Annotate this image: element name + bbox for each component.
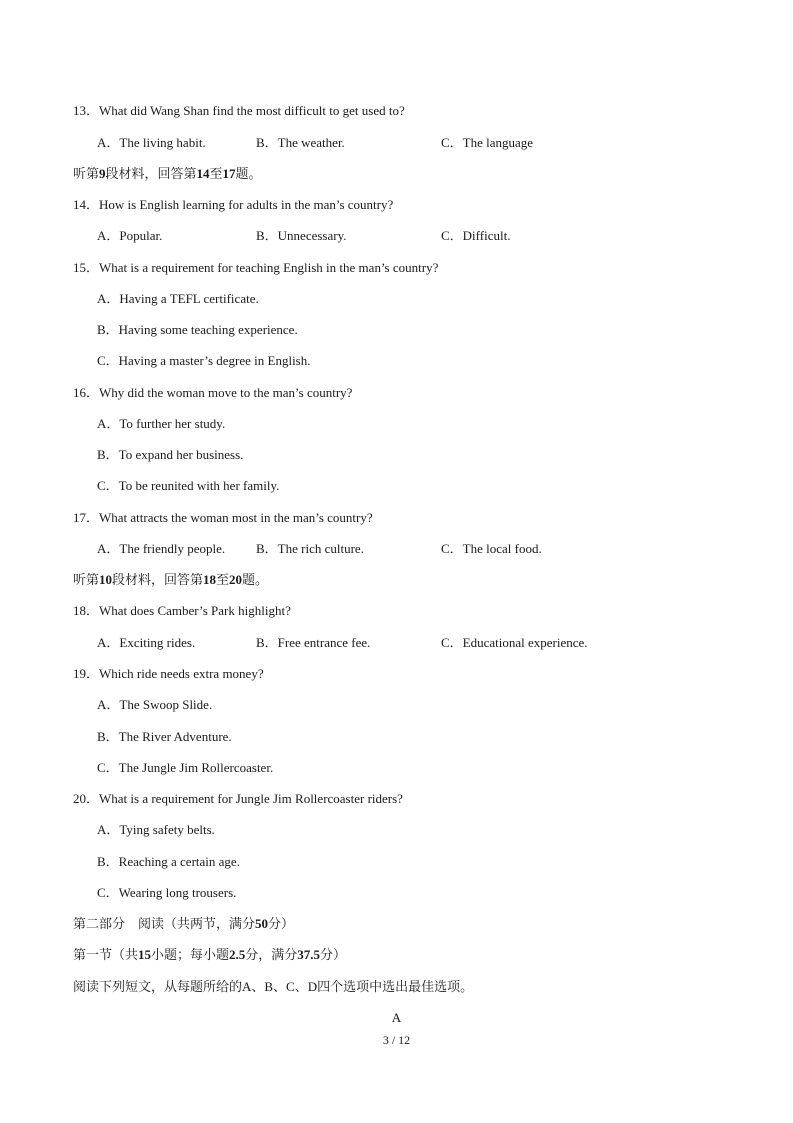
q15-option-b: B．Having some teaching experience. xyxy=(97,322,298,337)
question-13: 13．What did Wang Shan find the most difficult to get used to? xyxy=(73,103,405,118)
q18-option-b: B．Free entrance fee. xyxy=(256,635,371,650)
q13-option-b: B．The weather. xyxy=(256,135,345,150)
section-heading-material-9: 听第9段材料，回答第14至17题。 xyxy=(73,166,262,181)
question-19: 19．Which ride needs extra money? xyxy=(73,666,264,681)
question-17: 17．What attracts the woman most in the man’s country? xyxy=(73,510,373,525)
q16-option-c: C．To be reunited with her family. xyxy=(97,478,280,493)
q20-option-a: A．Tying safety belts. xyxy=(97,822,215,837)
q17-option-c: C．The local food. xyxy=(441,541,542,556)
q15-option-c: C．Having a master’s degree in English. xyxy=(97,353,311,368)
q19-option-a: A．The Swoop Slide. xyxy=(97,697,213,712)
q17-option-a: A．The friendly people. xyxy=(97,541,226,556)
q13-option-a: A．The living habit. xyxy=(97,135,206,150)
q14-option-a: A．Popular. xyxy=(97,228,163,243)
q20-option-b: B．Reaching a certain age. xyxy=(97,854,240,869)
section-heading-material-10: 听第10段材料，回答第18至20题。 xyxy=(73,572,269,587)
q19-option-c: C．The Jungle Jim Rollercoaster. xyxy=(97,760,274,775)
q18-option-c: C．Educational experience. xyxy=(441,635,588,650)
q15-option-a: A．Having a TEFL certificate. xyxy=(97,291,259,306)
reading-instruction: 阅读下列短文，从每题所给的A、B、C、D四个选项中选出最佳选项。 xyxy=(73,979,474,994)
q17-option-b: B．The rich culture. xyxy=(256,541,364,556)
question-15: 15．What is a requirement for teaching English in the man’s country? xyxy=(73,260,439,275)
page-number: 3 / 12 xyxy=(382,1033,411,1047)
q14-option-c: C．Difficult. xyxy=(441,228,511,243)
q18-option-a: A．Exciting rides. xyxy=(97,635,196,650)
question-18: 18．What does Camber’s Park highlight? xyxy=(73,603,291,618)
question-16: 16．Why did the woman move to the man’s country? xyxy=(73,385,353,400)
part-two-heading: 第二部分 阅读（共两节，满分50分） xyxy=(73,916,295,931)
section-one-heading: 第一节（共15小题；每小题2.5分，满分37.5分） xyxy=(73,947,347,962)
passage-letter: A xyxy=(391,1010,402,1025)
q16-option-b: B．To expand her business. xyxy=(97,447,244,462)
q14-option-b: B．Unnecessary. xyxy=(256,228,347,243)
q16-option-a: A．To further her study. xyxy=(97,416,226,431)
q19-option-b: B．The River Adventure. xyxy=(97,729,232,744)
question-20: 20．What is a requirement for Jungle Jim Rollercoaster riders? xyxy=(73,791,403,806)
question-14: 14．How is English learning for adults in the man’s country? xyxy=(73,197,394,212)
q13-option-c: C．The language xyxy=(441,135,534,150)
q20-option-c: C．Wearing long trousers. xyxy=(97,885,237,900)
